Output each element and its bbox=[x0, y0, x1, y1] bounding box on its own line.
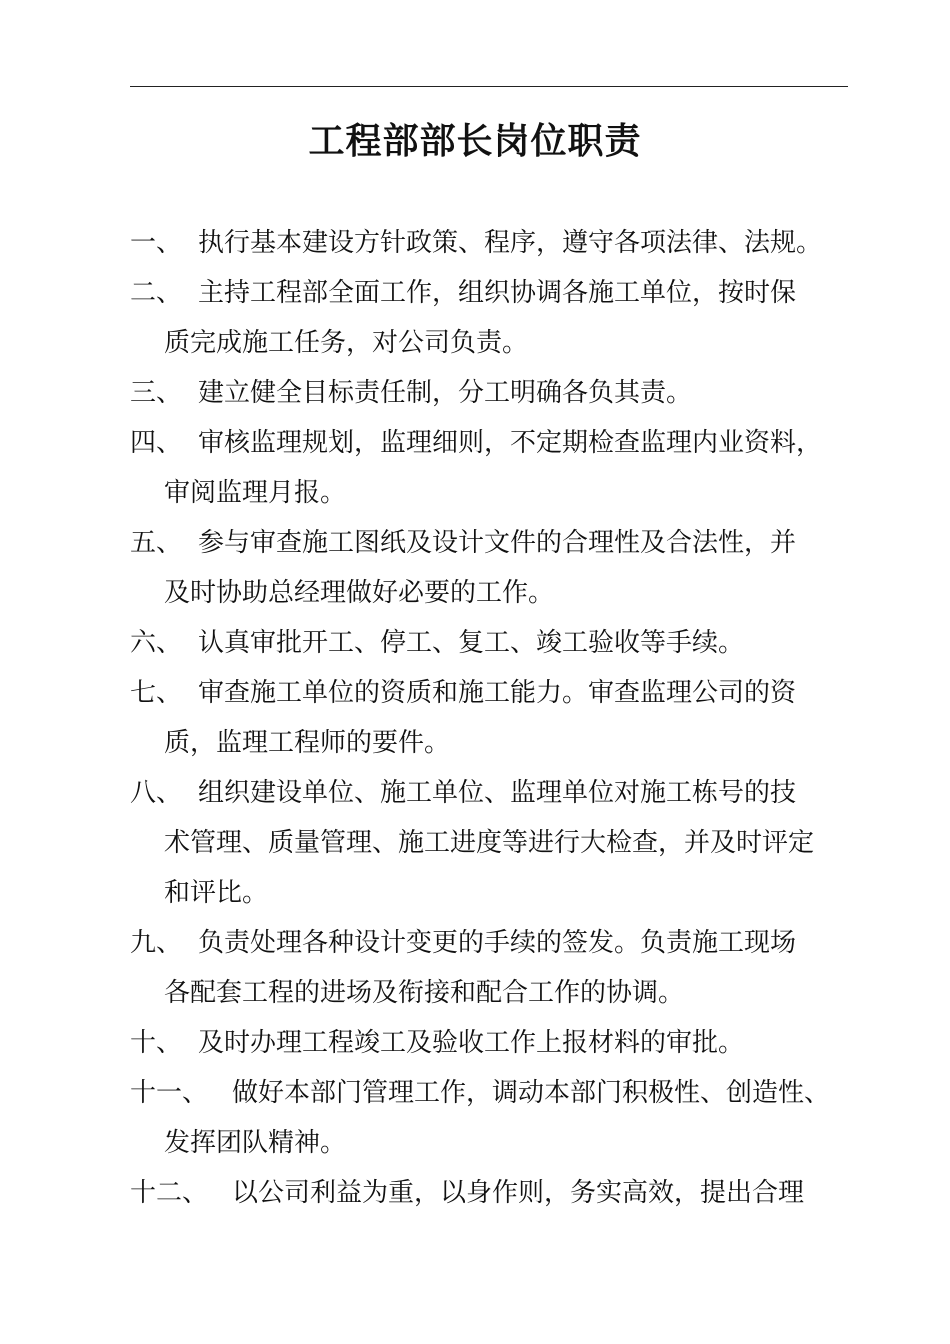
duty-item bbox=[130, 1068, 870, 1168]
duty-number: 一、 bbox=[130, 228, 183, 258]
duty-text: 参与审查施工图纸及设计文件的合理性及合法性，并 bbox=[198, 528, 797, 558]
duty-text: 主持工程部全面工作，组织协调各施工单位，按时保 bbox=[198, 278, 797, 308]
duty-list bbox=[130, 218, 870, 1218]
duty-line bbox=[130, 368, 870, 418]
duty-line bbox=[130, 1168, 870, 1218]
duty-item bbox=[130, 618, 870, 668]
duty-text: 建立健全目标责任制，分工明确各负其责。 bbox=[198, 378, 693, 408]
duty-line bbox=[130, 668, 870, 718]
duty-line bbox=[130, 768, 870, 818]
duty-line-continued: 及时协助总经理做好必要的工作。 bbox=[164, 578, 555, 608]
duty-text: 审查施工单位的资质和施工能力。审查监理公司的资 bbox=[198, 678, 797, 708]
duty-number: 四、 bbox=[130, 428, 183, 458]
duty-number: 十二、 bbox=[130, 1178, 209, 1208]
duty-text: 组织建设单位、施工单位、监理单位对施工栋号的技 bbox=[198, 778, 797, 808]
duty-line-continued: 各配套工程的进场及衔接和配合工作的协调。 bbox=[164, 978, 685, 1008]
duty-text: 及时办理工程竣工及验收工作上报材料的审批。 bbox=[198, 1028, 745, 1058]
document-title: 工程部部长岗位职责 bbox=[308, 120, 642, 162]
duty-line-continued: 术管理、质量管理、施工进度等进行大检查，并及时评定 bbox=[164, 828, 815, 858]
duty-number: 八、 bbox=[130, 778, 183, 808]
duty-text: 执行基本建设方针政策、程序，遵守各项法律、法规。 bbox=[198, 228, 823, 258]
duty-line bbox=[130, 618, 870, 668]
duty-text: 以公司利益为重，以身作则，务实高效，提出合理 bbox=[232, 1178, 805, 1208]
duty-text: 认真审批开工、停工、复工、竣工验收等手续。 bbox=[198, 628, 745, 658]
duty-line-continued: 和评比。 bbox=[164, 878, 269, 908]
duty-text: 审核监理规划，监理细则，不定期检查监理内业资料， bbox=[198, 428, 823, 458]
duty-item bbox=[130, 1018, 870, 1068]
duty-item bbox=[130, 768, 870, 918]
duty-item bbox=[130, 268, 870, 368]
duty-item bbox=[130, 918, 870, 1018]
duty-line bbox=[130, 918, 870, 968]
duty-text: 做好本部门管理工作，调动本部门积极性、创造性、 bbox=[232, 1078, 831, 1108]
duty-number: 三、 bbox=[130, 378, 183, 408]
duty-item bbox=[130, 418, 870, 518]
duty-line bbox=[130, 518, 870, 568]
duty-line bbox=[130, 218, 870, 268]
duty-item bbox=[130, 668, 870, 768]
duty-number: 五、 bbox=[130, 528, 183, 558]
duty-item bbox=[130, 368, 870, 418]
duty-line-continued: 质完成施工任务，对公司负责。 bbox=[164, 328, 529, 358]
duty-line bbox=[130, 268, 870, 318]
duty-item bbox=[130, 1168, 870, 1218]
duty-item bbox=[130, 218, 870, 268]
duty-number: 九、 bbox=[130, 928, 183, 958]
header-rule bbox=[130, 86, 848, 87]
duty-number: 六、 bbox=[130, 628, 183, 658]
duty-item bbox=[130, 518, 870, 618]
duty-text: 负责处理各种设计变更的手续的签发。负责施工现场 bbox=[198, 928, 797, 958]
duty-number: 二、 bbox=[130, 278, 183, 308]
duty-line-continued: 审阅监理月报。 bbox=[164, 478, 347, 508]
duty-line bbox=[130, 418, 870, 468]
duty-line bbox=[130, 1018, 870, 1068]
duty-line-continued: 发挥团队精神。 bbox=[164, 1128, 347, 1158]
duty-number: 十一、 bbox=[130, 1078, 209, 1108]
duty-line-continued: 质，监理工程师的要件。 bbox=[164, 728, 451, 758]
duty-line bbox=[130, 1068, 870, 1118]
duty-number: 十、 bbox=[130, 1028, 183, 1058]
duty-number: 七、 bbox=[130, 678, 183, 708]
